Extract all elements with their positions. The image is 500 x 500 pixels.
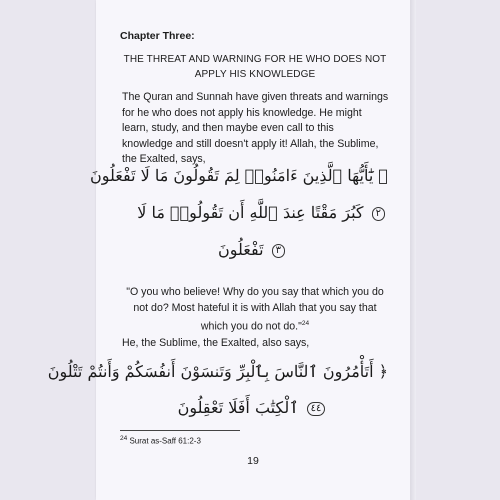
ayah-line	[137, 203, 388, 222]
verse-end-marker: ٣	[272, 244, 285, 258]
verse-end-marker: ٤٤	[307, 402, 326, 416]
paragraph-line: for he who does not apply his knowledge. He might	[122, 106, 362, 119]
quote-line-text: which you do not do."	[200, 320, 302, 333]
ayah-text: ﴿ أَتَأْمُرُونَ ٱلنَّاسَ بِٱلْبِرِّ وَتَنسَوْنَ أَنفُسَكُمْ وَأَنتُمْ تَتْلُونَ	[47, 362, 388, 381]
quote-line: "O you who believe! Why do you say that which you do	[126, 286, 384, 298]
ayah-line	[48, 362, 388, 381]
ayah-text: كَبُرَ مَقْتًا عِندَ ٱللَّهِ أَن تَقُولُوا۟ مَا لَا	[137, 203, 364, 222]
section-heading	[114, 52, 396, 82]
paragraph-line: knowledge and still doesn't apply it! Allah, the Sublime,	[122, 137, 379, 150]
paragraph-also-says: He, the Sublime, the Exalted, also says,	[122, 337, 310, 349]
translation-quote	[124, 285, 386, 335]
chapter-title: Chapter Three:	[120, 30, 195, 42]
book-page	[47, 0, 410, 500]
ayah-line	[118, 398, 388, 417]
heading-line-2: APPLY HIS KNOWLEDGE	[194, 69, 316, 80]
ayah-text: تَفْعَلُونَ	[217, 240, 264, 259]
paragraph-line: learn, study, and then maybe even call to this	[122, 122, 334, 134]
ayah-line	[118, 240, 388, 259]
verse-end-marker: ٢	[372, 207, 385, 221]
page-number: 19	[247, 455, 259, 467]
footnote-text: Surat as-Saff 61:2-3	[129, 436, 201, 446]
footnote-divider	[120, 430, 240, 431]
ayah-text: ٱلْكِتَٰبَ أَفَلَا تَعْقِلُونَ	[177, 398, 299, 417]
footnote-marker[interactable]: 24	[301, 320, 310, 327]
ayah-text: ﴿ يَٰٓأَيُّهَا ٱلَّذِينَ ءَامَنُوا۟ لِمَ تَقُولُونَ مَا لَا تَفْعَلُونَ	[89, 166, 388, 185]
footnote	[120, 435, 201, 446]
ayah-line	[90, 166, 388, 185]
paragraph-line: the Exalted, says,	[122, 153, 206, 165]
page-edge	[410, 0, 416, 500]
footnote-number: 24	[120, 435, 128, 442]
paragraph-intro	[122, 90, 390, 168]
quote-line: not do? Most hateful it is with Allah that you say that	[133, 301, 377, 314]
heading-line-1: THE THREAT AND WARNING FOR HE WHO DOES NOT	[123, 54, 387, 65]
quote-line	[124, 316, 386, 335]
paragraph-line: The Quran and Sunnah have given threats and warnings	[122, 91, 389, 103]
